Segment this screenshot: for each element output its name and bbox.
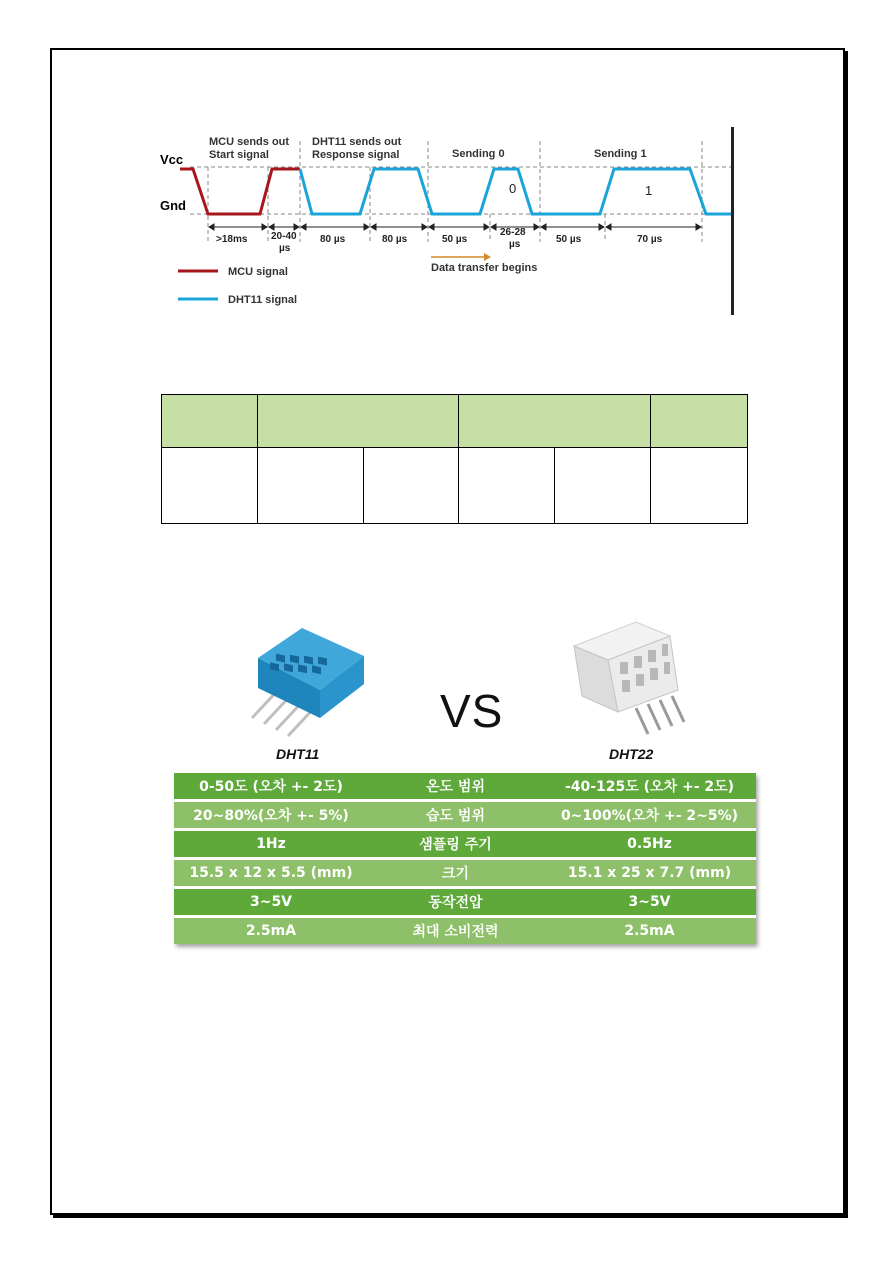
empty-header-cell: [651, 395, 748, 448]
dht11-signal-trace: [300, 169, 733, 214]
empty-table-header-row: [162, 395, 748, 448]
dht11-value-cell: 15.5 x 12 x 5.5 (mm): [174, 859, 368, 888]
timing-diagram-edge: [731, 127, 734, 315]
dht22-value-cell: -40-125도 (오차 +- 2도): [543, 773, 756, 801]
duration-start: >18ms: [216, 234, 248, 245]
spec-name-cell: 샘플링 주기: [368, 830, 543, 859]
empty-body-cell: [258, 448, 364, 524]
spec-name-cell: 동작전압: [368, 888, 543, 917]
legend-dht-label: DHT11 signal: [228, 294, 298, 306]
spec-comparison-table: [174, 773, 756, 944]
dht11-value-cell: 1Hz: [174, 830, 368, 859]
dht-response-title-1: DHT11 sends out: [312, 136, 402, 148]
dht11-sensor-image: [240, 618, 380, 743]
spec-table-body: [174, 773, 756, 944]
dht-response-title-2: Response signal: [312, 149, 400, 161]
legend-mcu-label: MCU signal: [228, 266, 288, 278]
dht22-value-cell: 0~100%(오차 +- 2~5%): [543, 801, 756, 830]
duration-resp-low: 80 µs: [320, 234, 346, 245]
spec-name-cell: 최대 소비전력: [412, 924, 499, 940]
dht11-value-cell: 3~5V: [174, 888, 368, 917]
timing-diagram: [160, 127, 733, 315]
timing-diagram-svg: [160, 127, 733, 315]
data-transfer-arrow: [431, 253, 491, 261]
mcu-signal-trace: [180, 169, 300, 214]
spec-name-cell: 습도 범위: [368, 801, 543, 830]
dht11-value-cell: 0-50도 (오차 +- 2도): [174, 773, 368, 801]
duration-bit0-low: 50 µs: [442, 234, 468, 245]
dht22-value-cell: 3~5V: [543, 888, 756, 917]
spec-row: [174, 888, 756, 917]
duration-bit0-high-2: µs: [509, 239, 521, 250]
dht11-value-cell: 20~80%(오차 +- 5%): [174, 801, 368, 830]
duration-bit1-high: 70 µs: [637, 234, 663, 245]
duration-resp-high: 80 µs: [382, 234, 408, 245]
dht22-value-cell: 2.5mA: [624, 923, 675, 939]
spec-name-cell: 크기: [368, 859, 543, 888]
bit-1-label: 1: [645, 183, 653, 198]
mcu-start-title-2: Start signal: [209, 149, 269, 161]
empty-body-cell: [651, 448, 748, 524]
sending-0-title: Sending 0: [452, 148, 505, 160]
dht22-sensor-image: [566, 616, 696, 746]
empty-body-cell: [364, 448, 459, 524]
empty-header-cell: [258, 395, 459, 448]
spec-row: [174, 801, 756, 830]
dht11-model-label: DHT11: [276, 746, 320, 762]
dht22-value-cell: 15.1 x 25 x 7.7 (mm): [543, 859, 756, 888]
empty-header-cell: [459, 395, 651, 448]
spec-row: [174, 859, 756, 888]
spec-row: [174, 917, 756, 945]
empty-comparison-table: [161, 394, 748, 524]
dht22-model-label: DHT22: [609, 746, 654, 762]
spec-row: [174, 773, 756, 801]
duration-release-1: 20-40: [271, 231, 297, 242]
duration-arrows: [209, 224, 701, 230]
spec-name-cell: 온도 범위: [368, 773, 543, 801]
empty-table-body-row: [162, 448, 748, 524]
vcc-label: Vcc: [160, 152, 184, 167]
empty-header-cell: [162, 395, 258, 448]
bit-0-label: 0: [509, 181, 517, 196]
duration-bit1-low: 50 µs: [556, 234, 582, 245]
empty-body-cell: [162, 448, 258, 524]
gnd-label: Gnd: [160, 198, 186, 213]
dht22-value-cell: 0.5Hz: [543, 830, 756, 859]
empty-body-cell: [459, 448, 555, 524]
duration-release-2: µs: [279, 243, 291, 254]
sending-1-title: Sending 1: [594, 148, 647, 160]
spec-row: [174, 830, 756, 859]
data-transfer-label: Data transfer begins: [431, 262, 538, 274]
empty-body-cell: [555, 448, 651, 524]
dht11-value-cell: 2.5mA: [245, 923, 297, 939]
duration-bit0-high-1: 26-28: [500, 227, 526, 238]
mcu-start-title-1: MCU sends out: [209, 136, 290, 148]
vs-label: VS: [440, 685, 504, 737]
